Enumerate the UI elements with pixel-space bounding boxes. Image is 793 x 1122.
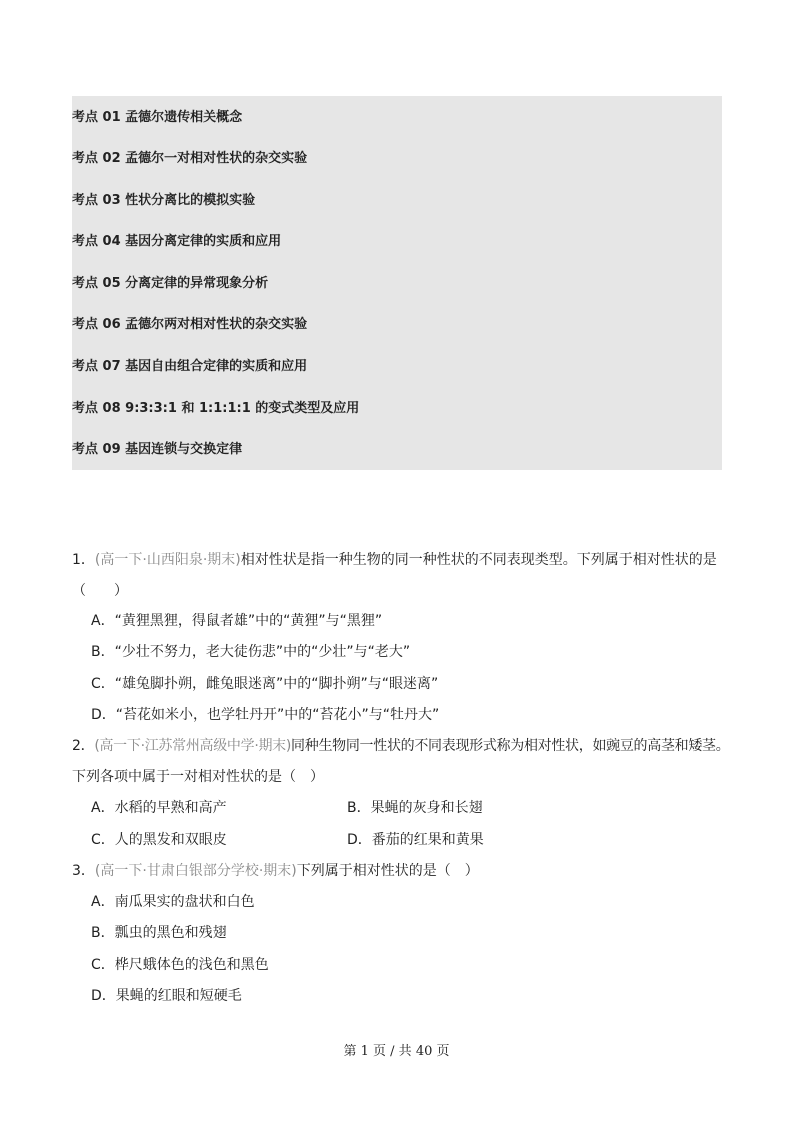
question-3-option-b: B．瓢虫的黑色和残翅 bbox=[91, 925, 227, 941]
topic-item: 考点 08 9:3:3:1 和 1:1:1:1 的变式类型及应用 bbox=[72, 401, 360, 416]
question-2-stem bbox=[72, 737, 729, 755]
topic-item: 考点 05 分离定律的异常现象分析 bbox=[72, 276, 269, 291]
topic-item: 考点 01 孟德尔遗传相关概念 bbox=[72, 110, 243, 125]
question-text: 同种生物同一性状的不同表现形式称为相对性状，如豌豆的高茎和矮茎。 bbox=[291, 738, 730, 754]
topic-item: 考点 04 基因分离定律的实质和应用 bbox=[72, 234, 282, 249]
question-3-option-c: C．桦尺蛾体色的浅色和黑色 bbox=[91, 957, 269, 973]
question-3-option-d: D．果蝇的红眼和短硬毛 bbox=[91, 988, 242, 1004]
topic-item: 考点 03 性状分离比的模拟实验 bbox=[72, 193, 256, 208]
topic-item: 考点 06 孟德尔两对相对性状的杂交实验 bbox=[72, 317, 308, 332]
question-2-stem-cont: 下列各项中属于一对相对性状的是（ ） bbox=[72, 769, 324, 785]
question-1-option-a: A．“黄狸黑狸，得鼠者雄”中的“黄狸”与“黑狸” bbox=[91, 613, 383, 629]
question-number: 1． bbox=[72, 552, 95, 568]
question-number: 3． bbox=[72, 863, 95, 879]
question-number: 2． bbox=[72, 738, 95, 754]
question-2-option-b: B．果蝇的灰身和长翅 bbox=[347, 800, 483, 816]
question-3-stem bbox=[72, 862, 479, 880]
question-2-option-d: D．番茄的红果和黄果 bbox=[347, 832, 484, 848]
question-2-option-c: C．人的黑发和双眼皮 bbox=[91, 832, 227, 848]
question-text: 相对性状是指一种生物的同一种性状的不同表现类型。下列属于相对性状的是 bbox=[240, 552, 717, 568]
question-1-option-b: B．“少壮不努力，老大徒伤悲”中的“少壮”与“老大” bbox=[91, 644, 411, 660]
question-3-option-a: A．南瓜果实的盘状和白色 bbox=[91, 894, 255, 910]
question-1-stem-cont: （ ） bbox=[72, 583, 128, 599]
page-number-footer: 第 1 页 / 共 40 页 bbox=[343, 1044, 450, 1059]
question-source: (高一下·江苏常州高级中学·期末) bbox=[94, 738, 292, 754]
question-1-option-c: C．“雄兔脚扑朔，雌兔眼迷离”中的“脚扑朔”与“眼迷离” bbox=[91, 676, 439, 692]
question-1-option-d: D．“苔花如米小，也学牡丹开”中的“苔花小”与“牡丹大” bbox=[91, 707, 440, 723]
question-text: 下列属于相对性状的是（ ） bbox=[296, 863, 479, 879]
question-1-stem bbox=[72, 551, 717, 569]
topic-item: 考点 07 基因自由组合定律的实质和应用 bbox=[72, 359, 308, 374]
question-2-option-a: A．水稻的早熟和高产 bbox=[91, 800, 227, 816]
topic-list bbox=[72, 96, 722, 470]
question-source: (高一下·甘肃白银部分学校·期末) bbox=[94, 863, 297, 879]
question-source: (高一下·山西阳泉·期末) bbox=[94, 552, 241, 568]
topic-item: 考点 09 基因连锁与交换定律 bbox=[72, 442, 243, 457]
topic-item: 考点 02 孟德尔一对相对性状的杂交实验 bbox=[72, 151, 308, 166]
